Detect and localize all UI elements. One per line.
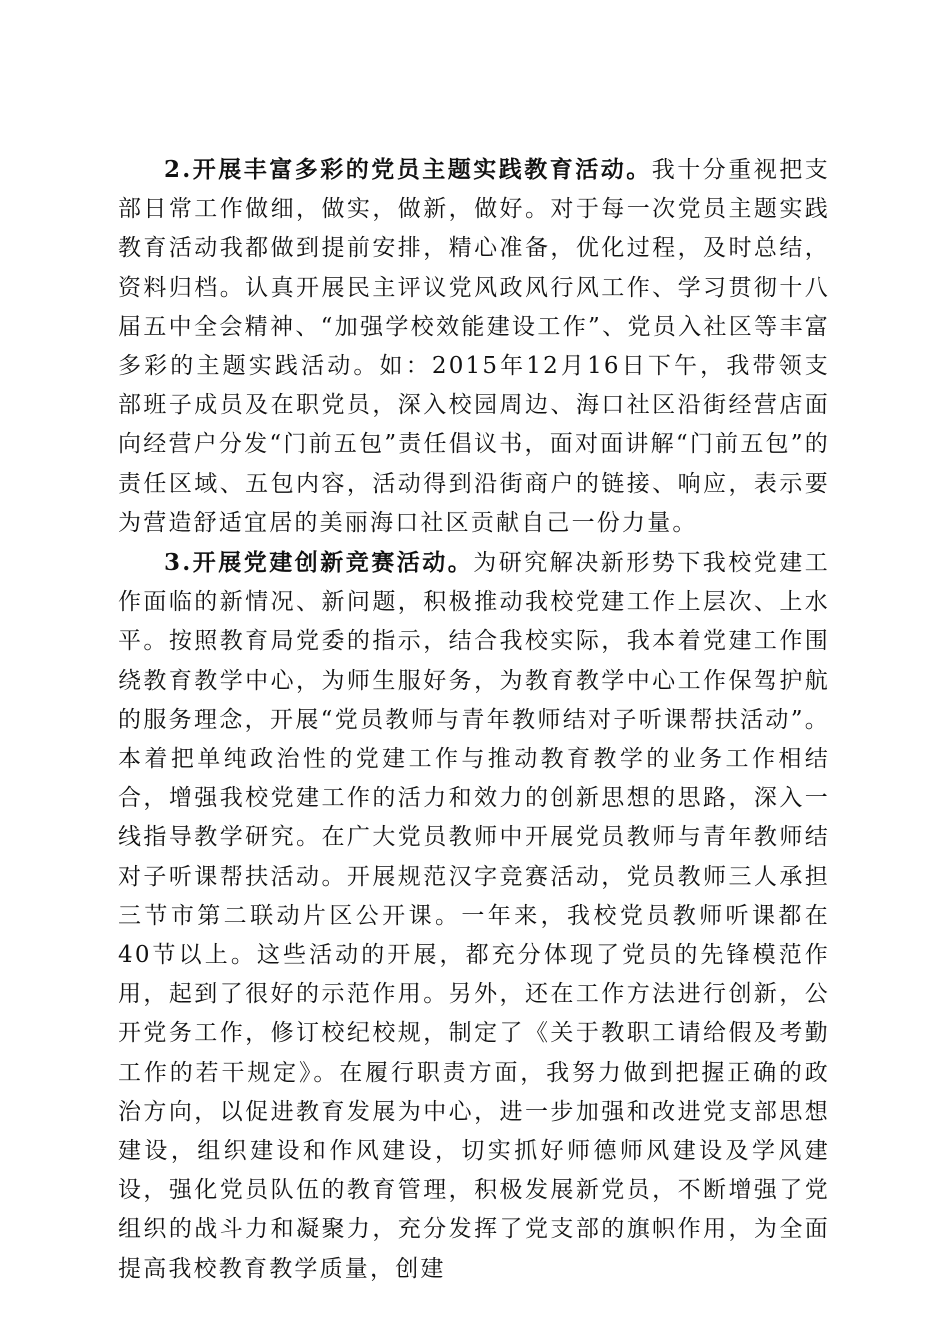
- document-page: [118, 150, 830, 1289]
- paragraph-body: 为研究解决新形势下我校党建工作面临的新情况、新问题，积极推动我校党建工作上层次、上水平。按照教育局党委的指示，结合我校实际，我本着党建工作围绕教育教学中心，为师生服好务，为教育教学中心工作保驾护航的服务理念，开展“党员教师与青年教师结对子听课帮扶活动”。本着把单纯政治性的党建工作与推动教育教学的业务工作相结合，增强我校党建工作的活力和效力的创新思想的思路，深入一线指导教学研究。在广大党员教师中开展党员教师与青年教师结对子听课帮扶活动。开展规范汉字竞赛活动，党员教师三人承担三节市第二联动片区公开课。一年来，我校党员教师听课都在40节以上。这些活动的开展，都充分体现了党员的先锋模范作用，起到了很好的示范作用。另外，还在工作方法进行创新，公开党务工作，修订校纪校规，制定了《关于教职工请给假及考勤工作的若干规定》。在履行职责方面，我努力做到把握正确的政治方向，以促进教育发展为中心，进一步加强和改进党支部思想建设，组织建设和作风建设，切实抓好师德师风建设及学风建设，强化党员队伍的教育管理，积极发展新党员，不断增强了党组织的战斗力和凝聚力，充分发挥了党支部的旗帜作用，为全面提高我校教育教学质量，创建: [118, 550, 830, 1282]
- paragraph-practice-activities: [118, 150, 830, 543]
- paragraph-heading: 3.开展党建创新竞赛活动。: [164, 549, 474, 577]
- paragraph-innovation-competition: [118, 543, 830, 1289]
- paragraph-body: 我十分重视把支部日常工作做细，做实，做新，做好。对于每一次党员主题实践教育活动我都做到提前安排，精心准备，优化过程，及时总结，资料归档。认真开展民主评议党风政风行风工作、学习贯彻十八届五中全会精神、“加强学校效能建设工作”、党员入社区等丰富多彩的主题实践活动。如：2015年12月16日下午，我带领支部班子成员及在职党员，深入校园周边、海口社区沿街经营店面向经营户分发“门前五包”责任倡议书，面对面讲解“门前五包”的责任区域、五包内容，活动得到沿街商户的链接、响应，表示要为营造舒适宜居的美丽海口社区贡献自己一份力量。: [118, 157, 831, 536]
- paragraph-heading: 2.开展丰富多彩的党员主题实践教育活动。: [164, 156, 652, 183]
